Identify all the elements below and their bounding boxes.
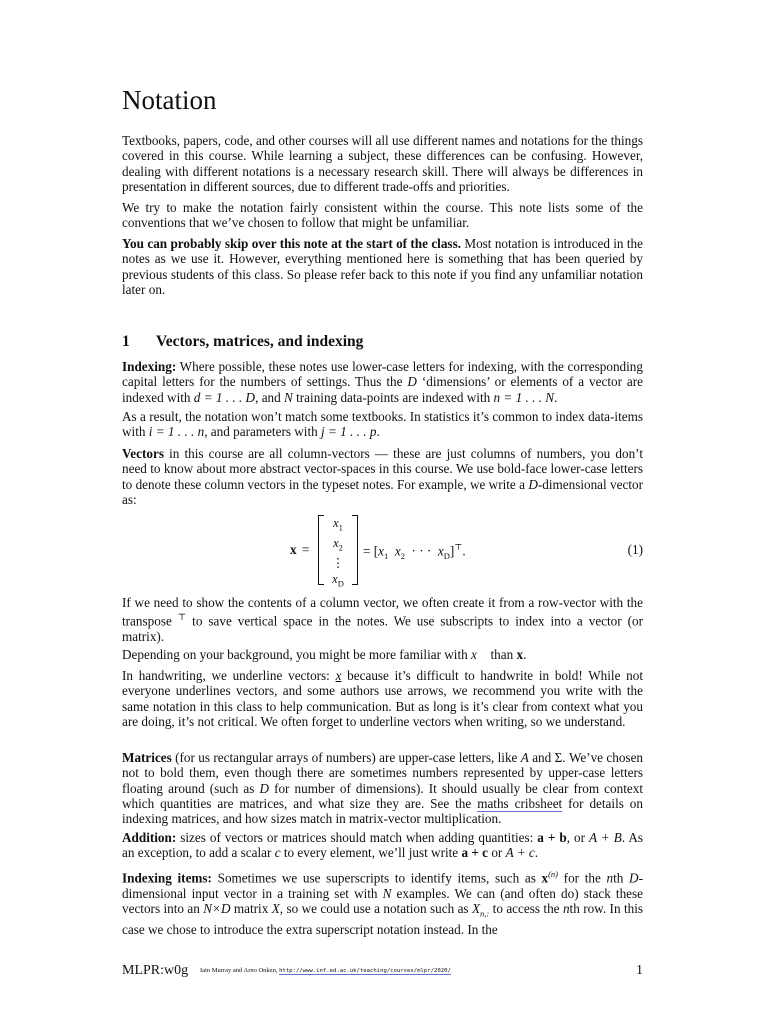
items-text-b: for the (558, 870, 607, 886)
vectors-label: Vectors (122, 446, 164, 461)
math-underlined-x: x (335, 668, 342, 683)
indexing-text-b: ‘dimensions’ or elements of a vector are indexed with (122, 374, 643, 405)
items-text-h: to access the (489, 900, 563, 916)
math-D: D (407, 374, 417, 390)
handwriting-text-b: because it’s difficult to handwrite in bold! While not everyone underlines vectors, and some authors use arrows, we recommend you write with the same notation in this class to help communication. But as long is it’s clear from context what you are doing, it’s not critical. We often forget to underline vectors when writing, so we understand. (122, 668, 644, 729)
page-footer (122, 963, 643, 983)
vectors-text-a: in this course are all column-vectors — these are just columns of numbers, you don’t need to know about more abstract vector-spaces in this course. We use bold-face lower-case letters to denote these column vectors in the typeset notes. For example, we write a (122, 446, 643, 492)
items-text-d: -dimensional input vector in a training set with (122, 870, 643, 901)
transpose-paragraph (122, 595, 643, 644)
handwriting-paragraph (122, 668, 643, 729)
addition-or-1: , or (566, 830, 589, 845)
math-N: N (382, 885, 392, 901)
equation-1 (122, 513, 643, 587)
column-vector (326, 516, 350, 592)
math-a-plus-b: a + b (537, 830, 567, 845)
math-D: D (528, 476, 538, 492)
math-a-plus-c: a + c (461, 845, 489, 861)
math-D: D (259, 780, 269, 796)
page-number: 1 (636, 963, 643, 978)
addition-text-a: sizes of vectors or matrices should match when adding quantities: (176, 830, 538, 845)
items-text-f: matrix (230, 900, 272, 916)
indexing-items-paragraph (122, 867, 643, 937)
items-text-a: Sometimes we use superscripts to identify items, such as (211, 870, 542, 886)
textbooks-text-a: As a result, the notation won’t match some textbooks. In statistics it’s common to index data-items with (122, 409, 643, 440)
matrices-text-a: (for us rectangular arrays of numbers) are upper-case letters, like (171, 750, 521, 765)
col-entry-2: $x_2$ (333, 536, 343, 553)
items-text-g: , so we could use a notation such as (279, 900, 472, 916)
skip-bold: You can probably skip over this note at the start of the class. (122, 236, 461, 251)
indexing-text-d: training data-points are indexed with (292, 389, 494, 405)
transpose-symbol: ⊤ (177, 612, 187, 623)
eq-lhs: x (290, 542, 297, 557)
math-X-n-subscript: n,: (480, 908, 490, 919)
vectors-paragraph (122, 446, 643, 507)
footer-authors (200, 967, 451, 974)
right-bracket (352, 515, 358, 585)
intro-paragraph-1 (122, 133, 643, 194)
skip-paragraph (122, 236, 643, 297)
intro-paragraph-2 (122, 200, 643, 231)
authors-text: Iain Murray and Arno Onken, (200, 967, 280, 974)
textbooks-paragraph: As a result, the notation won’t match some textbooks. In statistics it’s common to index data-items with i = 1 . . . n, and parameters with j = 1 . . . p. (122, 409, 643, 440)
indexing-items-label: Indexing items: (122, 870, 212, 886)
addition-or-2: or (488, 845, 506, 861)
maths-cribsheet-link[interactable]: maths cribsheet (477, 795, 563, 811)
left-bracket (318, 515, 324, 585)
page-title: Notation (122, 85, 217, 115)
math-A: A (520, 750, 529, 765)
math-bold-x: x (516, 647, 524, 662)
math-x-n-superscript: (n) (548, 869, 559, 879)
indexing-text-a: Where possible, these notes use lower-case letters for indexing, with the corresponding capital letters for the numbers of settings. Thus the (122, 359, 643, 390)
intro-text-1: Textbooks, papers, code, and other courses will all use different names and notations for the things covered in this course. While learning a subject, these differences can be confusing. However, dealing with different notations is a necessary research skill. There will always be differences in presentation in different sources, due to different trade-offs and priorities. (122, 133, 643, 194)
col-entry-dots: ⋮ (331, 556, 345, 570)
matrices-text-b: . We’ve chosen not to bold them, even though there are sometimes numbers represented by upper-case letters floating around (such as (122, 750, 644, 796)
section-title: Vectors, matrices, and indexing (156, 333, 364, 350)
eq-rhs: = [$x_1$ $x_2$ · · · $x_D]^⊤$. (363, 542, 466, 562)
addition-end: . (534, 845, 539, 861)
addition-paragraph (122, 830, 643, 861)
math-A-plus-B: A + B (589, 830, 622, 845)
addition-label: Addition: (122, 830, 177, 845)
items-text-i: th row. In this case we chose to introduce the extra superscript notation instead. In the (122, 900, 643, 937)
background-text-a: Depending on your background, you might be more familiar with (122, 647, 472, 662)
section-heading (122, 333, 363, 351)
math-Sigma: Σ (554, 750, 563, 765)
background-text-b: than (487, 647, 517, 662)
col-entry-D: $x_D$ (332, 571, 344, 588)
math-n: n (562, 900, 570, 916)
section-number: 1 (122, 333, 130, 350)
matrices-text-c: for number of dimensions). It should usually be clear from context which quantities are matrices, and what size they are. See the (122, 780, 644, 811)
math-n: n (606, 870, 614, 886)
math-d-range: d = 1 . . . D (193, 389, 256, 405)
course-url-link[interactable]: http://www.inf.ed.ac.uk/teaching/courses/mlpr/2020/ (279, 968, 451, 974)
addition-text-c: to every element, we’ll just write (280, 845, 462, 861)
transpose-text-b: to save vertical space in the notes. We use subscripts to index into a vector (or matrix). (122, 613, 643, 644)
math-N: N (284, 389, 293, 405)
math-n-range: n = 1 . . . N (493, 389, 555, 405)
math-arrow-x: x⃗ (471, 647, 488, 662)
items-text-e: examples. We can (and often do) stack these vectors into an (122, 885, 643, 916)
matrices-paragraph (122, 750, 643, 826)
indexing-label: Indexing: (122, 359, 177, 374)
math-c: c (274, 845, 281, 861)
items-text-c: th (613, 870, 630, 886)
background-paragraph: Depending on your background, you might be more familiar with x⃗ than x. (122, 647, 527, 662)
matrices-and: and (528, 750, 555, 765)
math-i-range: i = 1 . . . n (148, 424, 205, 440)
vectors-text-b: -dimensional vector as: (122, 476, 643, 507)
matrices-label: Matrices (122, 750, 172, 765)
math-x-n: x (541, 870, 549, 886)
indexing-paragraph: Indexing: Where possible, these notes use lower-case letters for indexing, with the corresponding capital letters for the numbers of settings. Thus the D ‘dimensions’ or elements of a vector are indexed with d = 1 . . . D, and N training data-points are indexed with n = 1 . . . N. (122, 359, 643, 405)
math-j-range: j = 1 . . . p (321, 424, 377, 440)
handwriting-text-a: In handwriting, we underline vectors: (122, 668, 336, 683)
math-X-n: X (471, 900, 481, 916)
eq-equals: = (302, 542, 310, 557)
math-N-times-D: N×D (203, 900, 231, 916)
course-code: MLPR:w0g (122, 963, 189, 978)
math-D: D (629, 870, 639, 886)
math-X: X (271, 900, 280, 916)
intro-text-2: We try to make the notation fairly consistent within the course. This note lists some of the conventions that we’ve chosen to follow that might be unfamiliar. (122, 200, 643, 231)
indexing-text-c: , and (255, 389, 285, 405)
col-entry-1: $x_1$ (333, 516, 343, 533)
skip-rest: Most notation is introduced in the notes as we use it. However, everything mentioned here is something that has been queried by previous students of this class. So please refer back to this note if you find any unfamiliar notation later on. (122, 236, 643, 297)
addition-text-b: . As an exception, to add a scalar (122, 830, 643, 861)
math-A-plus-c: A + c (505, 845, 535, 861)
textbooks-text-b: , and parameters with (204, 424, 322, 440)
transpose-text-a: If we need to show the contents of a column vector, we often create it from a row-vector with the transpose (122, 595, 643, 629)
equation-number: (1) (627, 542, 643, 557)
matrices-text-d: for details on indexing matrices, and how sizes match in matrix-vector multiplication. (122, 795, 643, 827)
